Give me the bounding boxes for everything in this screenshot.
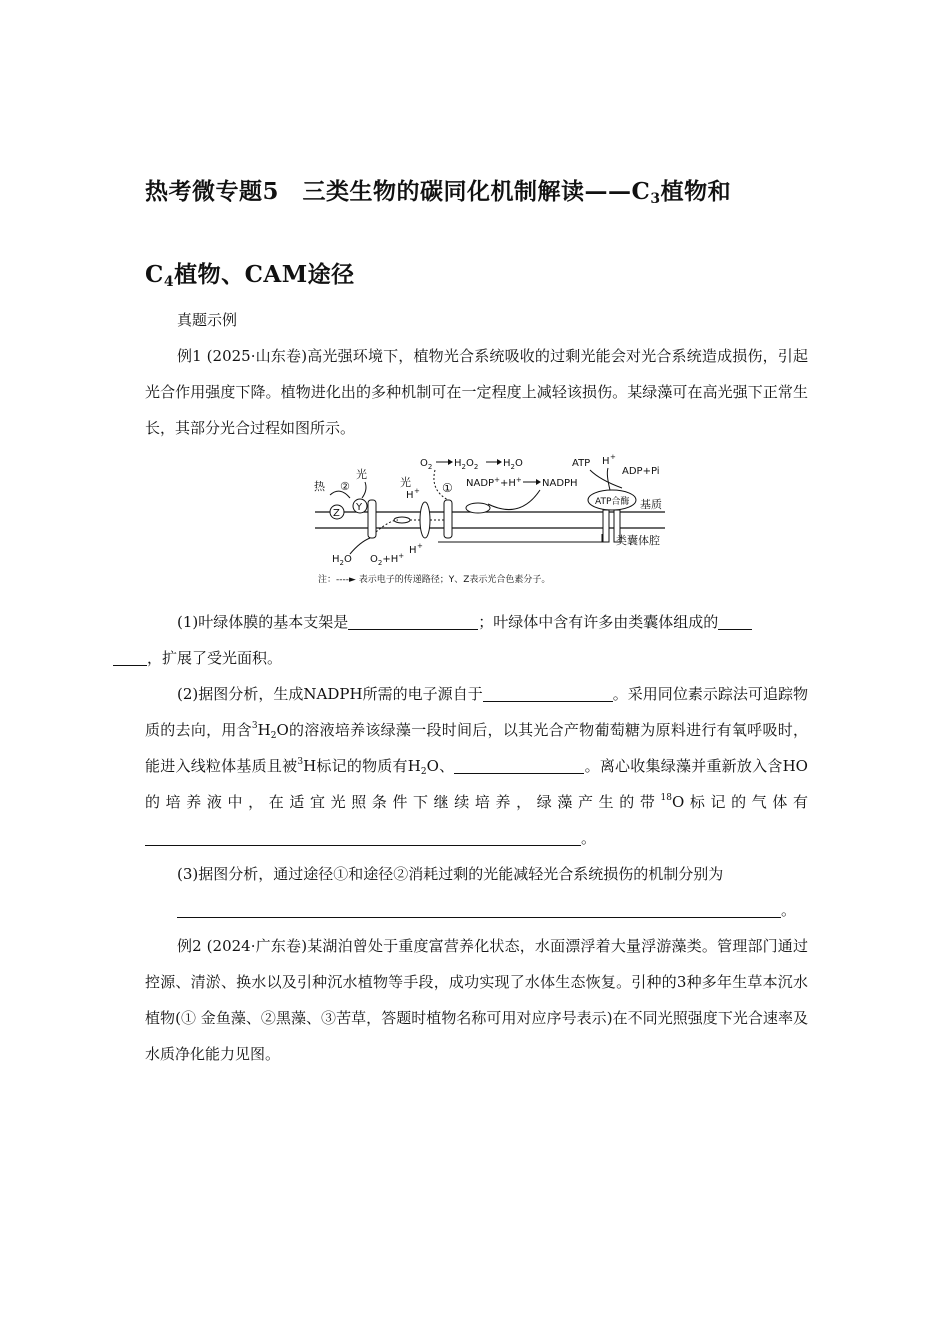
label-hplus-mid-sup: + (414, 487, 420, 495)
question-3: (3)据图分析，通过途径①和途径②消耗过剩的光能减轻光合系统损伤的机制分别为 (177, 865, 724, 883)
example-1-intro: 例1 (2025·山东卷)高光强环境下，植物光合系统吸收的过剩光能会对光合系统造成损伤，引起光合作用强度下降。植物进化出的多种机制可在一定程度上减轻该损伤。某绿藻可在高光强下正常生长，其部分光合过程如图所示。 (145, 347, 808, 437)
label-hplus-low-sup: + (417, 542, 423, 550)
label-hplus-low: H (409, 545, 417, 556)
label-hplus-mid: H (406, 490, 414, 501)
label-nadph: NADPH (542, 478, 578, 489)
label-h2o2: $H_2O_2$ (454, 458, 479, 471)
photosystem-2 (368, 500, 376, 538)
example-2-text: 例2 (2024·广东卷)某湖泊曾处于重度富营养化状态，水面漂浮着大量浮游藻类。管理部门通过控源、清淤、换水以及引种沉水植物等手段，成功实现了水体生态恢复。引种的3种多年生草本沉水植物(① 金鱼藻、②黑藻、③苦草，答题时植物名称可用对应序号表示)在不同光照强度下光合速率及水质净化能力见图。 (145, 937, 808, 1063)
hplus-exit-arrow (607, 468, 610, 490)
arrowhead-3 (536, 479, 541, 485)
arrowhead-2 (497, 459, 502, 465)
label-stroma: 基质 (640, 498, 662, 511)
atp-synthase-stalk-left (603, 510, 609, 542)
photosystem-1 (444, 500, 452, 538)
label-z: Z (333, 508, 340, 519)
label-nadp: NADP++H+ (466, 476, 522, 489)
water-split-arrow (350, 538, 370, 554)
answer-blank-2a[interactable] (483, 683, 613, 702)
label-light-1: 光 (356, 468, 367, 481)
answer-blank-1a[interactable] (348, 611, 478, 630)
photosynthesis-diagram (310, 450, 670, 590)
label-lumen: 类囊体腔 (616, 534, 660, 547)
arrowhead-1 (448, 459, 453, 465)
cytochrome-complex (420, 502, 430, 538)
nadph-curve (488, 490, 540, 510)
label-atp: ATP (572, 458, 591, 469)
label-adp-pi: ADP+Pi (622, 466, 660, 477)
figure-note: 注：----► 表示电子的传递路径；Y、Z表示光合色素分子。 (318, 575, 551, 585)
answer-blank-1b-part2[interactable] (113, 647, 147, 666)
page-title (145, 150, 825, 316)
label-circle-2: ② (340, 480, 350, 493)
label-atp-enzyme: ATP合酶 (595, 497, 630, 507)
label-h2o-bottom: $H_2O$ (332, 554, 352, 567)
label-o2-top: $O_2$ (420, 458, 433, 471)
label-heat: 热 (314, 480, 325, 493)
answer-blank-3[interactable] (177, 899, 781, 918)
question-1: (1)叶绿体膜的基本支架是 ；叶绿体中含有许多由类囊体组成的 ，扩展了受光面积。 (145, 604, 808, 676)
photosynthesis-figure (310, 450, 670, 590)
title-line-2: $C_4$植物、CAM途径 (145, 261, 355, 290)
label-o2-hplus: $O_2+H^+$ (370, 552, 405, 567)
answer-blank-2c[interactable] (145, 827, 581, 846)
answer-blank-2b[interactable] (454, 755, 584, 774)
adp-atp-arrow (590, 470, 622, 488)
title-line-1: 热考微专题5 三类生物的碳同化机制解读$——C_3$植物和 (145, 178, 732, 207)
question-3-answer-line: 。 (145, 892, 808, 928)
answer-blank-1b-part1[interactable] (718, 611, 752, 630)
section-heading: 真题示例 (177, 311, 238, 329)
label-y: Y (356, 502, 363, 513)
light-arrow-1 (362, 482, 366, 498)
plastoquinone (394, 517, 410, 523)
label-h2o-top: $H_2O$ (503, 458, 523, 471)
fnr-enzyme (466, 503, 490, 513)
proton-gradient-arrow (438, 534, 602, 542)
label-light-2: 光 (400, 476, 411, 489)
label-hplus-top: H (602, 456, 610, 467)
label-circle-1: ① (442, 481, 453, 495)
question-2: (2)据图分析，生成NADPH所需的电子源自于 。采用同位素示踪法可追踪物质的去向，用含$^3H_2O$的溶液培养该绿藻一段时间后，以其光合产物葡萄糖为原料进行有氧呼吸时，能进入线粒体基质且被$^3$H标记的物质有$H_2O$、 。离心收集绿藻并重新放入含HO的培养液中，在适宜光照条件下继续培养，绿藻产生的带$^{18}$O标记的气体有。 (145, 685, 808, 847)
label-hplus-top-sup: + (610, 453, 616, 461)
